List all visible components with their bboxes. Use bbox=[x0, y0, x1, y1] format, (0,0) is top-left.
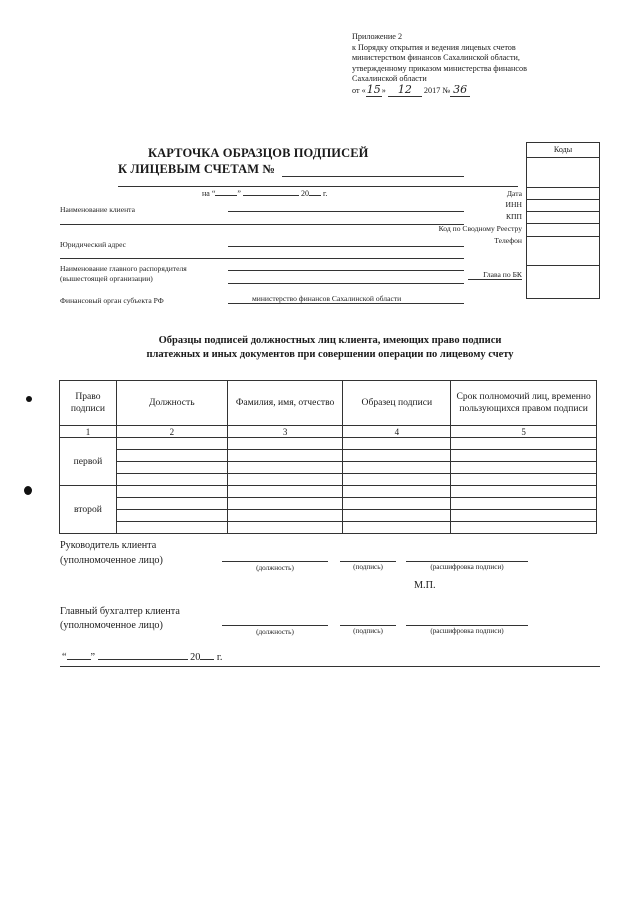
annex-number-label: № bbox=[442, 85, 451, 95]
head-sublabel: (уполномоченное лицо) bbox=[60, 555, 163, 566]
table-header-row bbox=[60, 381, 597, 426]
table-row bbox=[60, 510, 597, 522]
on-date-century: 20 bbox=[300, 189, 309, 198]
group-first: первой bbox=[60, 438, 117, 486]
on-date-day bbox=[215, 195, 237, 196]
phone-code-cell bbox=[527, 237, 599, 266]
head-signature-line bbox=[340, 561, 396, 562]
legal-address-line-2 bbox=[60, 258, 464, 259]
inn-label: ИНН bbox=[505, 200, 522, 209]
date-code-label: Дата bbox=[506, 189, 522, 198]
table-row bbox=[60, 462, 597, 474]
annex-date-prefix: от « bbox=[352, 85, 366, 95]
legal-address-line bbox=[228, 246, 464, 247]
column-number: 2 bbox=[116, 426, 227, 438]
table-number-row bbox=[60, 426, 597, 438]
table-row bbox=[60, 450, 597, 462]
annex-line: Приложение 2 bbox=[352, 32, 403, 41]
header-right: Право подписи bbox=[60, 381, 117, 426]
kpp-code-cell bbox=[527, 212, 599, 224]
column-number: 1 bbox=[60, 426, 117, 438]
footer-century: 20 bbox=[190, 652, 201, 663]
annex-month: 12 bbox=[388, 85, 422, 97]
chapter-code-cell bbox=[527, 266, 599, 298]
accountant-position-caption: (должность) bbox=[256, 628, 294, 636]
head-signature-caption: (подпись) bbox=[353, 563, 383, 571]
registry-code-cell bbox=[527, 224, 599, 237]
registry-label: Код по Сводному Реестру bbox=[438, 224, 522, 233]
page-title: КАРТОЧКА ОБРАЗЦОВ ПОДПИСЕЙ bbox=[148, 146, 369, 160]
footer-year bbox=[200, 659, 214, 660]
footer-day bbox=[67, 659, 91, 660]
main-manager-sublabel: (вышестоящей организации) bbox=[60, 274, 153, 283]
head-label: Руководитель клиента bbox=[60, 540, 157, 551]
accountant-decoding-caption: (расшифровка подписи) bbox=[430, 627, 504, 635]
annex-header bbox=[352, 32, 527, 97]
footer-date bbox=[62, 650, 222, 665]
signatures-table bbox=[59, 380, 597, 534]
annex-line: Сахалинской области bbox=[352, 74, 427, 84]
fin-body-value: министерство финансов Сахалинской области bbox=[252, 294, 402, 303]
accountant-signature-line bbox=[340, 625, 396, 626]
table-row bbox=[60, 438, 597, 450]
annex-line: министерством финансов Сахалинской области, bbox=[352, 53, 520, 63]
table-row bbox=[60, 498, 597, 510]
table-row bbox=[60, 486, 597, 498]
accountant-position-line bbox=[222, 625, 328, 626]
annex-year: 2017 bbox=[423, 85, 441, 95]
fin-body-label: Финансовый орган субъекта РФ bbox=[60, 296, 164, 305]
chapter-label: Глава по БК bbox=[483, 270, 522, 279]
codes-blank-cell bbox=[527, 158, 599, 188]
footer-date-open: “ bbox=[62, 652, 67, 663]
head-position-line bbox=[222, 561, 328, 562]
punch-hole-mark bbox=[24, 486, 32, 495]
phone-label: Телефон bbox=[494, 236, 522, 245]
head-decoding-line bbox=[406, 561, 528, 562]
on-date-year bbox=[309, 195, 321, 196]
kpp-label: КПП bbox=[505, 212, 522, 221]
annex-line: к Порядку открытия и ведения лицевых счетов bbox=[352, 42, 516, 52]
on-date-prefix: на “ bbox=[202, 189, 216, 198]
section-subtitle: Образцы подписей должностных лиц клиента, имеющих право подписи bbox=[158, 335, 502, 346]
punch-hole-mark bbox=[26, 396, 32, 402]
footer-month bbox=[98, 659, 188, 660]
column-number: 4 bbox=[343, 426, 451, 438]
annex-date-line bbox=[352, 82, 527, 97]
annex-day: 15 bbox=[366, 82, 381, 96]
on-date bbox=[202, 189, 327, 198]
table-row bbox=[60, 474, 597, 486]
group-second: второй bbox=[60, 486, 117, 534]
section-subtitle-2: платежных и иных документов при совершении операции по лицевому счету bbox=[146, 349, 514, 360]
table-row bbox=[60, 522, 597, 534]
footer-suffix: г. bbox=[216, 652, 223, 663]
head-decoding-caption: (расшифровка подписи) bbox=[430, 563, 504, 571]
account-number-line bbox=[282, 176, 464, 177]
main-manager-label: Наименование главного распорядителя bbox=[60, 264, 187, 273]
legal-address-label: Юридический адрес bbox=[60, 240, 127, 249]
inn-code-cell bbox=[527, 200, 599, 212]
column-number: 5 bbox=[451, 426, 597, 438]
column-number: 3 bbox=[227, 426, 343, 438]
on-date-mid: ” bbox=[237, 189, 241, 198]
footer-rule bbox=[60, 666, 600, 667]
fin-body-line bbox=[228, 303, 464, 304]
annex-line: утвержденному приказом министерства финансов bbox=[352, 63, 527, 73]
header-term: Срок полномочий лиц, временно пользующихся правом подписи bbox=[451, 381, 597, 426]
accountant-label: Главный бухгалтер клиента bbox=[60, 606, 180, 617]
head-position-caption: (должность) bbox=[256, 564, 294, 572]
chapter-line bbox=[468, 279, 522, 280]
date-code-cell bbox=[527, 188, 599, 200]
annex-number: 36 bbox=[450, 85, 470, 97]
codes-box bbox=[526, 142, 600, 299]
on-date-month bbox=[243, 195, 299, 196]
main-manager-line-2 bbox=[228, 283, 464, 284]
header-signature-sample: Образец подписи bbox=[343, 381, 451, 426]
accountant-sublabel: (уполномоченное лицо) bbox=[60, 620, 163, 631]
stamp-place: М.П. bbox=[414, 580, 436, 591]
annex-day-suffix: » bbox=[381, 85, 386, 95]
on-date-suffix: г. bbox=[322, 189, 328, 198]
accountant-signature-caption: (подпись) bbox=[353, 627, 383, 635]
header-full-name: Фамилия, имя, отчество bbox=[227, 381, 343, 426]
accountant-decoding-line bbox=[406, 625, 528, 626]
footer-date-close: ” bbox=[90, 652, 96, 663]
codes-header: Коды bbox=[527, 143, 599, 158]
client-name-label: Наименование клиента bbox=[60, 205, 135, 214]
page-title-accounts: К ЛИЦЕВЫМ СЧЕТАМ № bbox=[118, 162, 276, 176]
title-underline bbox=[118, 186, 518, 187]
header-position: Должность bbox=[116, 381, 227, 426]
